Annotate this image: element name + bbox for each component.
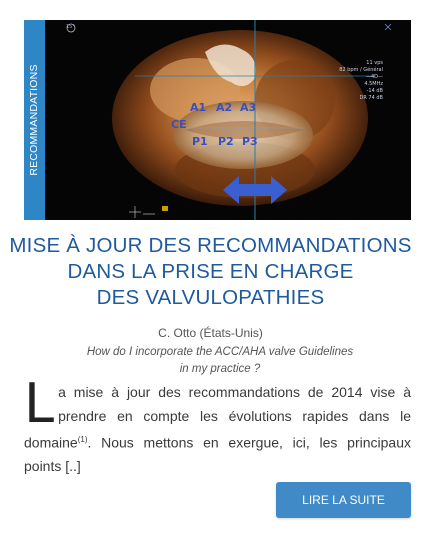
subtitle-line: How do I incorporate the ACC/AHA valve Guidelines [86,346,354,358]
leaflet-label-ce: CE [171,118,187,131]
ultrasound-readout [339,60,383,102]
leaflet-label-p1: P1 [192,135,208,148]
readout-line: DR 74 dB [359,95,383,101]
dropcap-letter: L [24,372,55,435]
leaflet-label-p2: P2 [218,135,234,148]
leaflet-label-a2: A2 [216,101,233,114]
readout-line: —4D— [365,74,383,80]
scale-mark: 15° [66,24,75,30]
author-line: C. Otto (États-Unis) [158,326,263,340]
excerpt-text-continued: . Nous mettons en exergue, ici, les principaux points [..] [24,434,411,475]
title-line[interactable]: MISE À JOUR DES RECOMMANDATIONS [9,234,412,257]
category-band-label: RECOMMANDATIONS [28,64,40,176]
category-band [24,20,45,220]
article-title[interactable] [0,233,421,311]
readout-line: 11 vps [366,60,383,66]
excerpt-text: a mise à jour des recommandations de 2014 vise à prendre en compte les évolutions rapides dans le domaine [24,384,411,451]
leaflet-label-a1: A1 [190,101,207,114]
article-excerpt [24,372,411,479]
read-more-button[interactable]: LIRE LA SUITE [276,482,411,518]
readout-line: 82 bpm / Général [339,67,383,73]
readout-line: -14 dB [366,88,383,94]
echocardiography-3d-image [45,20,411,220]
article-subtitle [60,344,380,378]
readout-line: 4.5MHz [364,81,383,87]
subtitle-line: in my practice ? [179,363,261,375]
title-line[interactable]: DES VALVULOPATHIES [96,286,325,309]
leaflet-label-a3: A3 [240,101,257,114]
leaflet-label-p3: P3 [242,135,258,148]
article-hero-image[interactable] [24,20,411,220]
reference-marker: (1) [77,435,88,444]
title-line[interactable]: DANS LA PRISE EN CHARGE [67,260,354,283]
